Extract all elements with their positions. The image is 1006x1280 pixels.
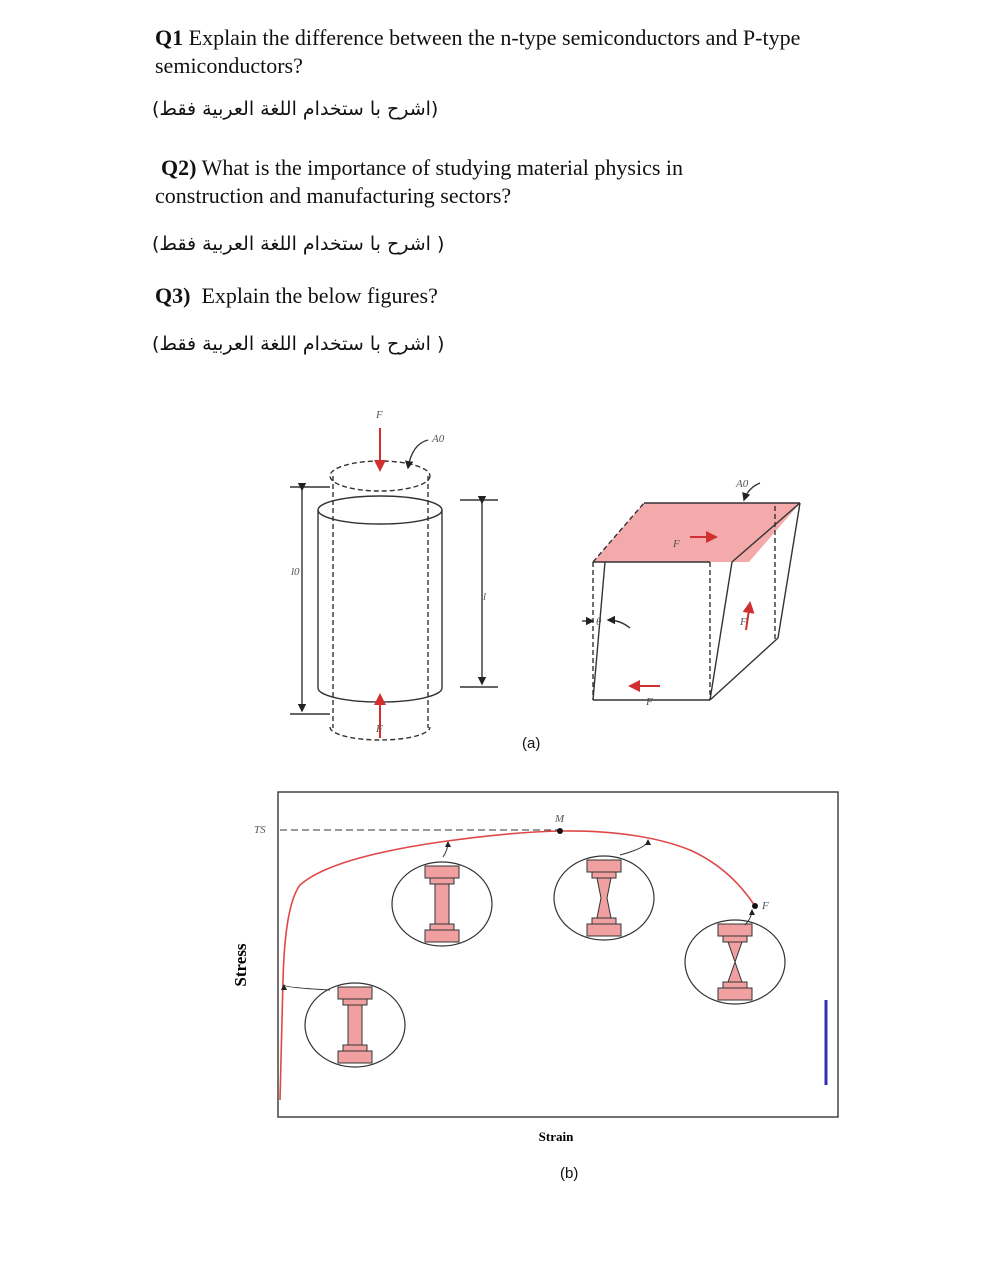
pointer-arrow xyxy=(745,910,752,925)
question-text: semiconductors? xyxy=(155,53,303,78)
angle-label: θ xyxy=(596,616,602,628)
x-axis-label: Strain xyxy=(538,1129,574,1144)
specimen-grip xyxy=(338,1051,372,1063)
question-number: Q2) xyxy=(161,155,197,180)
ts-label: TS xyxy=(254,824,266,836)
specimen-grip xyxy=(718,924,752,936)
question-number: Q1 xyxy=(155,25,184,50)
fracture-label: F xyxy=(762,900,769,912)
specimen-grip xyxy=(718,988,752,1000)
original-length-label: l0 xyxy=(291,566,300,578)
specimen-grip xyxy=(425,930,459,942)
figure-b-caption: (b) xyxy=(560,1165,579,1182)
specimen-grip xyxy=(425,866,459,878)
specimen-grip xyxy=(587,924,621,936)
specimen-shoulder xyxy=(343,1045,367,1051)
shear-force-label-bottom: F xyxy=(646,696,653,708)
shear-block-diagram xyxy=(582,483,800,700)
specimen-gauge xyxy=(348,1005,362,1045)
max-point xyxy=(557,828,563,834)
compression-cylinder-diagram xyxy=(290,428,498,740)
pointer-arrow xyxy=(284,985,330,990)
specimen-shoulder xyxy=(723,982,747,988)
pointer-arrow xyxy=(620,840,648,855)
area-label: A0 xyxy=(432,433,445,445)
shear-force-label-top: F xyxy=(673,538,680,550)
specimen-gauge xyxy=(728,942,742,982)
pointer-arrow xyxy=(443,842,448,857)
length-label: l xyxy=(483,591,487,603)
specimen-gauge xyxy=(435,884,449,924)
arabic-instruction: (اشرح با ستخدام اللغة العربية فقط) xyxy=(152,98,439,120)
force-label-bottom: F xyxy=(376,723,383,735)
specimen-grip xyxy=(338,987,372,999)
question-text: Explain the below figures? xyxy=(201,283,438,308)
shear-force-label-side: F xyxy=(740,616,747,628)
question-number: Q3) xyxy=(155,283,191,308)
specimen-gauge xyxy=(597,878,611,918)
max-label: M xyxy=(555,813,565,825)
shear-area-label: A0 xyxy=(736,478,749,490)
arabic-instruction: ( اشرح با ستخدام اللغة العربية فقط) xyxy=(152,233,445,255)
stress-strain-plot-frame xyxy=(278,792,838,1117)
question-text: What is the importance of studying material physics in xyxy=(201,155,684,180)
specimen-shoulder xyxy=(430,878,454,884)
specimen-shoulder xyxy=(343,999,367,1005)
specimen-shoulder xyxy=(592,918,616,924)
specimen-grip xyxy=(587,860,621,872)
specimen-shoulder xyxy=(430,924,454,930)
y-axis-label: Stress xyxy=(231,943,250,987)
specimen-shoulder xyxy=(723,936,747,942)
specimen-shoulder xyxy=(592,872,616,878)
specimen-illustrations xyxy=(284,840,785,1067)
force-label-top: F xyxy=(376,409,383,421)
arabic-instruction: ( اشرح با ستخدام اللغة العربية فقط) xyxy=(152,333,445,355)
fracture-point xyxy=(752,903,758,909)
question-text: Explain the difference between the n-type semiconductors and P-type xyxy=(188,25,801,50)
question-2-continued: construction and manufacturing sectors? xyxy=(155,183,512,208)
figure-a-caption: (a) xyxy=(522,735,541,752)
